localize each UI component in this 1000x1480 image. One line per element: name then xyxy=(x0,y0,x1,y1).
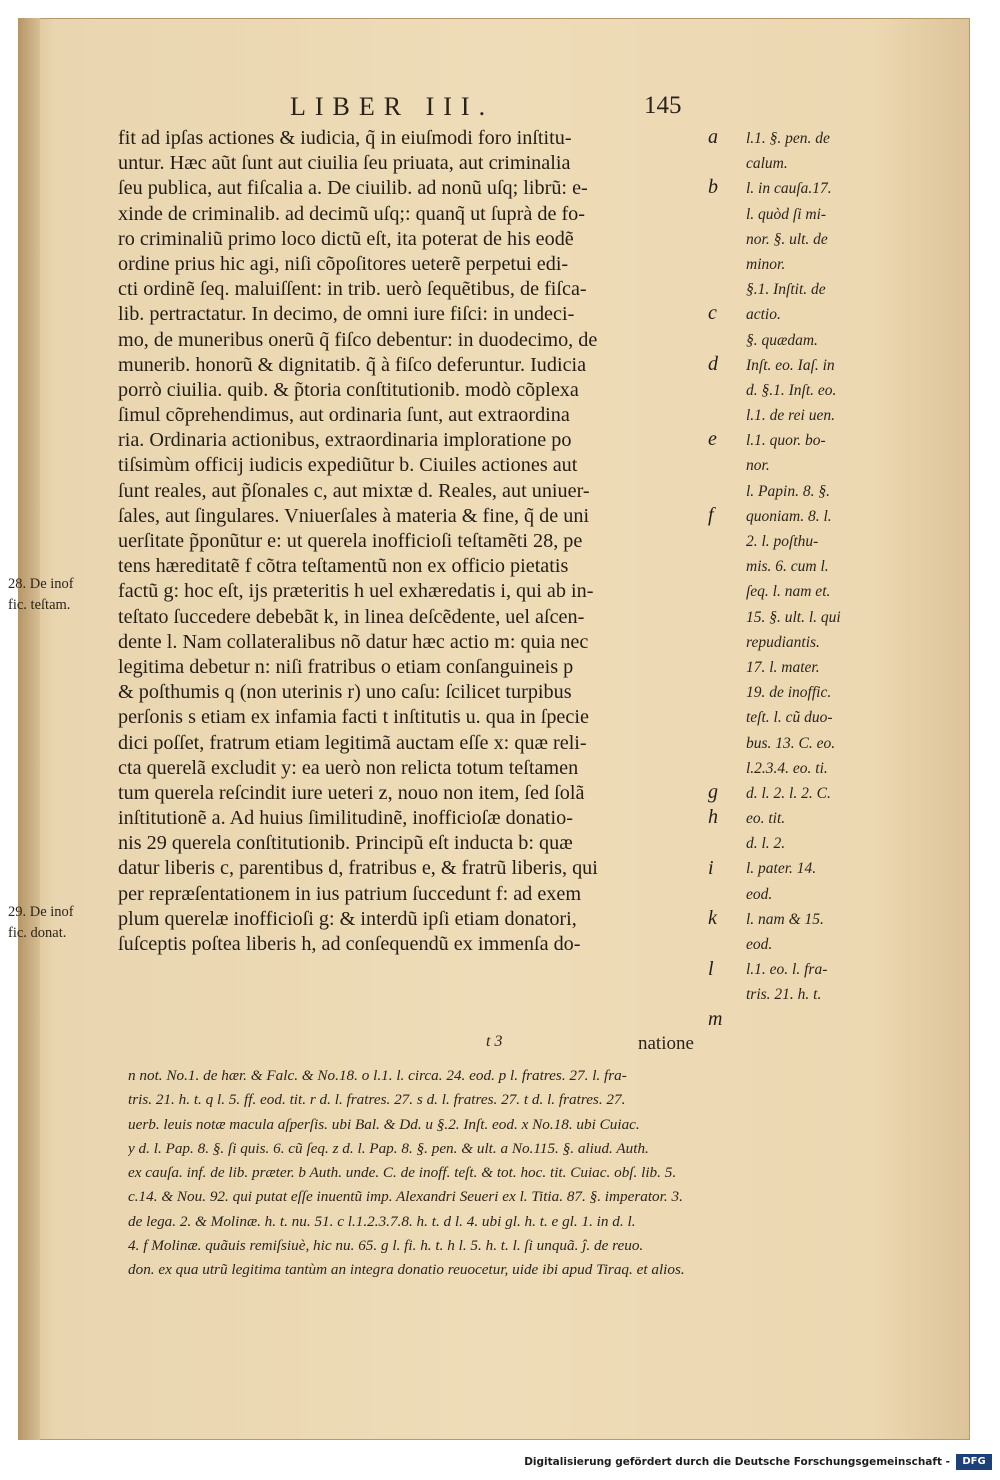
text-line: perſonis s etiam ex infamia facti t inſtitutis u. qua in ſpecie xyxy=(118,706,589,729)
text-line: cta querelã excludit y: ea uerò non relicta totum teſtamen xyxy=(118,756,579,779)
margin-note-line: l. Papin. 8. §. xyxy=(746,482,830,500)
text-line: ro criminaliũ primo loco dictũ eſt, ita poterat de his eodẽ xyxy=(118,227,574,250)
text-line: dici poſſet, fratrum etiam legitimã auctam eſſe x: quæ reli- xyxy=(118,731,587,754)
text-line: ſimul cõprehendimus, aut ordinaria ſunt, aut extraordina xyxy=(118,404,570,427)
margin-note-line: calum. xyxy=(746,155,788,173)
margin-note-line: l.1. quor. bo- xyxy=(746,432,826,450)
right-margin-notes xyxy=(746,126,886,1008)
margin-note-line: 15. §. ult. l. qui xyxy=(746,608,841,626)
text-line: nis 29 querela conſtitutionib. Principũ eſt inducta b: quæ xyxy=(118,832,573,855)
text-line: plum querelæ inofficioſi g: & interdũ ipſi etiam donatori, xyxy=(118,907,577,930)
footnote-line: tris. 21. h. t. q l. 5. ff. eod. tit. r d. l. fratres. 27. s d. l. fratres. 27. t d. l. fratres. 27. xyxy=(128,1091,626,1109)
text-line: inſtitutionẽ a. Ad huius ſimilitudinẽ, inofficioſæ donatio- xyxy=(118,807,573,830)
text-line: datur liberis c, parentibus d, fratribus e, & fratrũ liberis, qui xyxy=(118,857,598,880)
text-line: munerib. honorũ & dignitatib. q̃ à fiſco deferuntur. Iudicia xyxy=(118,353,587,376)
text-line: tum querela reſcindit iure ueteri z, nouo non item, ſed ſolã xyxy=(118,781,585,804)
margin-note-line: l. pater. 14. xyxy=(746,860,817,878)
margin-note-line: minor. xyxy=(746,255,786,273)
sidenote-28 xyxy=(8,574,118,616)
margin-note-line: repudiantis. xyxy=(746,633,820,651)
catchline xyxy=(0,1033,1000,1057)
margin-letter: m xyxy=(708,1008,723,1030)
margin-note-line: l.2.3.4. eo. ti. xyxy=(746,759,828,777)
margin-note-line: §. quædam. xyxy=(746,331,818,349)
margin-note-line: l. in cauſa.17. xyxy=(746,180,832,198)
text-line: tiſsimùm officij iudicis expediũtur b. Ciuiles actiones aut xyxy=(118,454,578,477)
margin-letter: b xyxy=(708,176,718,199)
sidenote-29 xyxy=(8,902,118,944)
sidenote-line: fic. teſtam. xyxy=(8,597,71,613)
margin-note-line: §.1. Inſtit. de xyxy=(746,281,826,299)
text-line: dente l. Nam collateralibus nõ datur hæc actio m: quia nec xyxy=(118,630,589,653)
text-line: ſales, aut ſingulares. Vniuerſales à materia & fine, q̃ de uni xyxy=(118,504,590,527)
text-line: porrò ciuilia. quib. & p̃toria conſtitutionib. modò cõplexa xyxy=(118,378,579,401)
margin-note-line: eod. xyxy=(746,936,773,953)
catchword: natione xyxy=(638,1033,694,1054)
margin-note-line: l.1. §. pen. de xyxy=(746,130,830,147)
text-line: ordine prius hic agi, niſi cõpoſitores ueterẽ perpetui edi- xyxy=(118,252,569,275)
margin-note-line: eod. xyxy=(746,885,773,903)
digitization-footer xyxy=(0,1440,1000,1480)
margin-note-line: actio. xyxy=(746,306,781,324)
margin-note-line: l.1. eo. l. fra- xyxy=(746,961,828,979)
margin-note-line: teſt. l. cũ duo- xyxy=(746,709,833,727)
footnote-line: c.14. & Nou. 92. qui putat eſſe inuentũ imp. Alexandri Seueri ex l. Titia. 87. §. imperator. 3. xyxy=(128,1188,683,1206)
margin-note-line: mis. 6. cum l. xyxy=(746,558,829,576)
text-line: ſuſceptis poſtea liberis h, ad conſequendũ ex immenſa do- xyxy=(118,933,581,955)
footnote-line: n not. No.1. de hær. & Falc. & No.18. o l.1. l. circa. 24. eod. p l. fratres. 27. l. fra- xyxy=(128,1067,627,1084)
margin-letter: i xyxy=(708,856,714,879)
text-line: uerſitate p̃ponũtur e: ut querela inofficioſi teſtamẽti 28, pe xyxy=(118,530,583,552)
margin-note-line: 17. l. mater. xyxy=(746,658,820,676)
margin-letter: c xyxy=(708,302,717,325)
page-gutter xyxy=(18,18,40,1440)
text-line: xinde de criminalib. ad decimũ uſq;: quanq̃ ut ſuprà de fo- xyxy=(118,202,585,225)
footer-credit: Digitalisierung gefördert durch die Deutsche Forschungsgemeinschaft - xyxy=(524,1456,950,1468)
margin-note-line: d. l. 2. l. 2. C. xyxy=(746,784,831,802)
text-line: ria. Ordinaria actionibus, extraordinaria imploratione po xyxy=(118,429,572,452)
footnote-block xyxy=(128,1064,870,1283)
margin-note-line: Inſt. eo. Iaſ. in xyxy=(746,356,835,374)
margin-letter: f xyxy=(708,504,714,526)
text-line: per repræſentationem in ius patrium ſuccedunt f: ad exem xyxy=(118,882,582,905)
margin-note-line: d. §.1. Inſt. eo. xyxy=(746,381,837,399)
text-line: legitima debetur n: niſi fratribus o etiam conſanguineis p xyxy=(118,655,574,678)
margin-note-line: 2. l. poſthu- xyxy=(746,533,819,550)
margin-letter: g xyxy=(708,781,718,804)
margin-note-line: ſeq. l. nam et. xyxy=(746,583,831,601)
text-line: teſtato ſuccedere debebãt k, in linea deſcẽdente, uel aſcen- xyxy=(118,605,585,628)
margin-note-line: eo. tit. xyxy=(746,810,786,828)
margin-note-line: l. nam & 15. xyxy=(746,910,824,928)
footnote-line: de lega. 2. & Molinæ. h. t. nu. 51. c l.1.2.3.7.8. h. t. d l. 4. ubi gl. h. t. e gl. 1. in d. l. xyxy=(128,1212,636,1230)
margin-letter: k xyxy=(708,907,717,930)
running-title: LIBER III. xyxy=(290,92,495,121)
margin-note-line: nor. xyxy=(746,457,770,475)
running-head xyxy=(0,92,1000,126)
margin-letter: h xyxy=(708,806,718,829)
text-line: mo, de muneribus onerũ q̃ fiſco debentur: in duodecimo, de xyxy=(118,328,598,351)
text-line: lib. pertractatur. In decimo, de omni iure fiſci: in undeci- xyxy=(118,303,575,326)
margin-letter: a xyxy=(708,126,718,148)
text-line: & poſthumis q (non uterinis r) uno caſu: ſcilicet turpibus xyxy=(118,681,572,704)
margin-note-line: d. l. 2. xyxy=(746,835,786,853)
margin-letter: d xyxy=(708,352,718,375)
signature-mark: t 3 xyxy=(486,1033,503,1050)
footnote-line: 4. f Molinæ. quãuis remiſsiuè, hic nu. 65. g l. fi. h. t. h l. 5. h. t. l. ſi unquã. ĵ. de reuo. xyxy=(128,1237,644,1255)
margin-note-line: bus. 13. C. eo. xyxy=(746,734,836,752)
text-line: factũ g: hoc eſt, ijs præteritis h uel exhæredatis i, qui ab in- xyxy=(118,580,594,603)
margin-note-line: tris. 21. h. t. xyxy=(746,986,822,1004)
main-text-block xyxy=(118,126,718,957)
footnote-line: y d. l. Pap. 8. §. ſi quis. 6. cũ ſeq. z d. l. Pap. 8. §. pen. & ult. a No.115. §. aliud. Auth. xyxy=(128,1139,649,1157)
margin-note-line: l.1. de rei uen. xyxy=(746,407,835,425)
footnote-line: ex cauſa. inf. de lib. præter. b Auth. unde. C. de inoff. teſt. & tot. hoc. tit. Cuiac. obſ. lib. 5. xyxy=(128,1164,677,1182)
text-line: untur. Hæc aũt ſunt aut ciuilia ſeu priuata, aut criminalia xyxy=(118,152,571,175)
footnote-line: don. ex qua utrũ legitima tantùm an integra donatio reuocetur, uide ibi apud Tiraq. et alios. xyxy=(128,1261,685,1279)
page-number: 145 xyxy=(644,92,682,119)
text-line: ſeu publica, aut fiſcalia a. De ciuilib. ad nonũ uſq; librũ: e- xyxy=(118,177,588,200)
text-line: tens hæreditatẽ f cõtra teſtamentũ non ex officio pietatis xyxy=(118,555,569,578)
sidenote-line: 28. De inof xyxy=(8,576,74,592)
margin-letter: e xyxy=(708,428,717,451)
margin-note-line: quoniam. 8. l. xyxy=(746,507,832,525)
text-line: ſunt reales, aut p̃ſonales c, aut mixtæ d. Reales, aut uniuer- xyxy=(118,479,590,502)
margin-note-line: 19. de inoffic. xyxy=(746,684,832,702)
dfg-logo-icon: DFG xyxy=(956,1454,992,1470)
sidenote-line: 29. De inof xyxy=(8,904,74,920)
margin-letter: l xyxy=(708,957,714,980)
footnote-line: uerb. leuis notæ macula aſperſis. ubi Bal. & Dd. u §.2. Inſt. eod. x No.18. ubi Cuiac. xyxy=(128,1115,640,1133)
margin-note-line: nor. §. ult. de xyxy=(746,230,828,248)
margin-note-line: l. quòd ſi mi- xyxy=(746,205,827,223)
text-line: cti ordinẽ ſeq. maluiſſent: in trib. uerò ſequẽtibus, de fiſca- xyxy=(118,278,587,301)
sidenote-line: fic. donat. xyxy=(8,925,67,941)
text-line: fit ad ipſas actiones & iudicia, q̃ in eiuſmodi foro inſtitu- xyxy=(118,127,572,149)
